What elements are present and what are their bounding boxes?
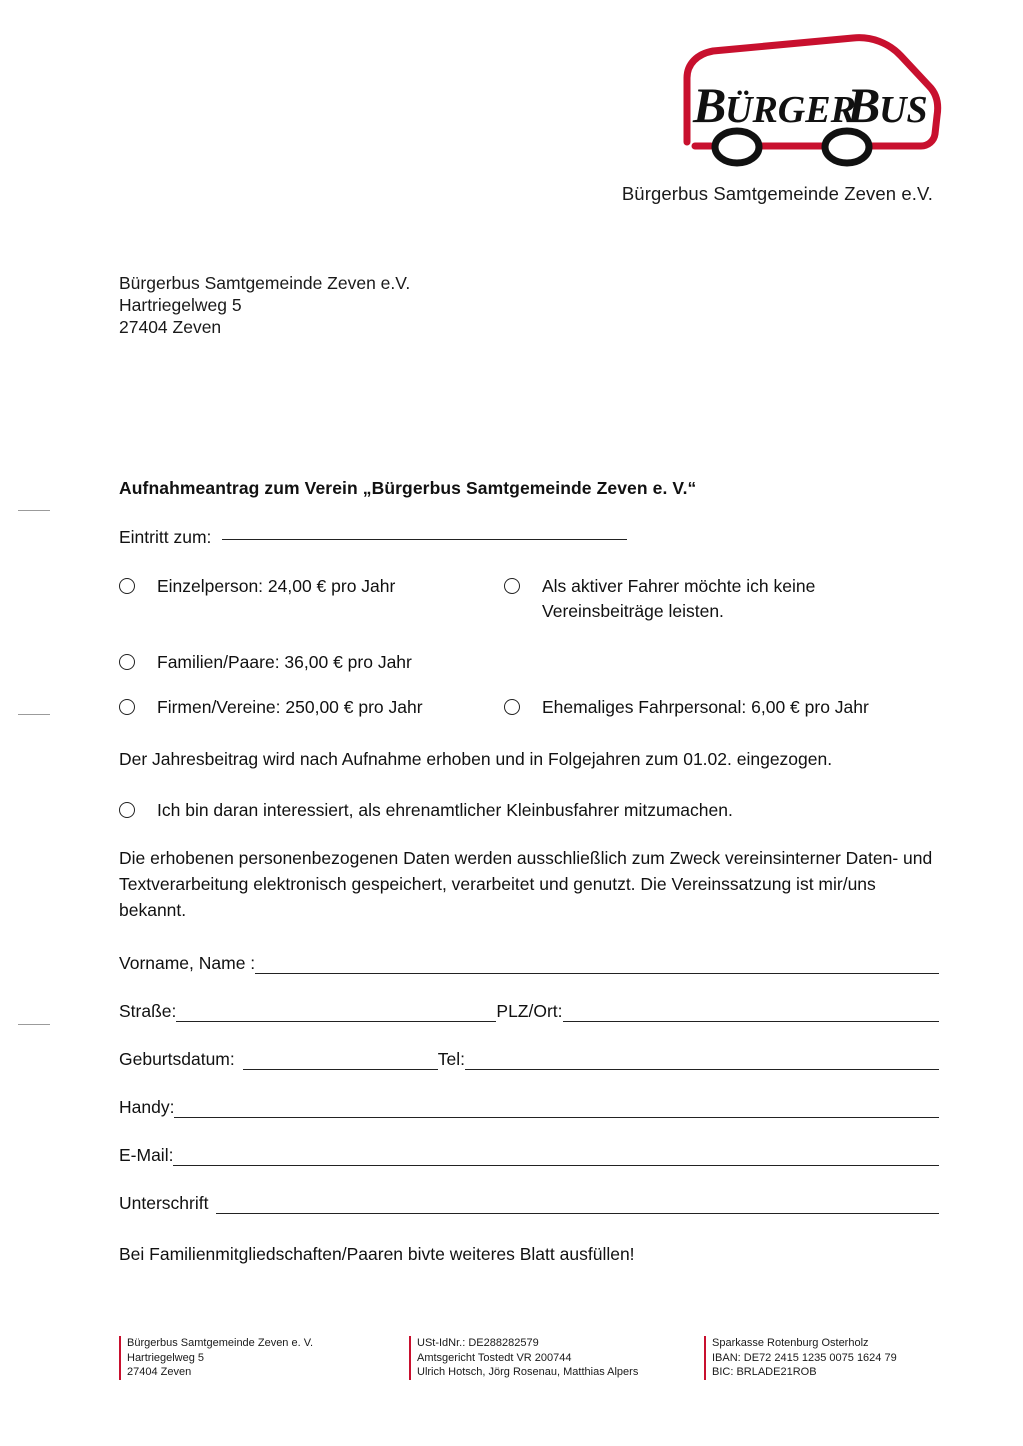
- footer-column-legal: [409, 1336, 704, 1380]
- birthdate-input[interactable]: [243, 1053, 438, 1070]
- street-input[interactable]: [176, 1005, 496, 1022]
- zip-city-input[interactable]: [563, 1005, 939, 1022]
- birthdate-label: Geburtsdatum:: [119, 1049, 235, 1069]
- mobile-input[interactable]: [174, 1101, 939, 1118]
- organization-name: Bürgerbus Samtgemeinde Zeven e.V.: [621, 183, 933, 204]
- footer-text: Bürgerbus Samtgemeinde Zeven e. V.: [127, 1337, 314, 1349]
- street-label: Straße:: [119, 1001, 177, 1021]
- option-label: Firmen/Vereine: 250,00 € pro Jahr: [157, 697, 423, 717]
- fold-mark-middle: [18, 714, 50, 715]
- name-input[interactable]: [255, 957, 939, 974]
- field-row-birth-phone: [119, 1049, 939, 1070]
- option-label: Als aktiver Fahrer möchte ich keine Vereinsbeiträge leisten.: [542, 576, 816, 621]
- field-row-email: [119, 1145, 939, 1166]
- svg-text:B: B: [847, 77, 881, 133]
- footer-text: Amtsgericht Tostedt VR 200744: [417, 1351, 572, 1364]
- radio-icon[interactable]: [504, 699, 520, 715]
- page-title: Aufnahmeantrag zum Verein „Bürgerbus Samtgemeinde Zeven e. V.“: [119, 478, 697, 498]
- footer-text: IBAN: DE72 2415 1235 0075 1624 79: [712, 1351, 897, 1364]
- footer-column-address: [119, 1336, 409, 1380]
- signature-label: Unterschrift: [119, 1193, 209, 1213]
- option-einzelperson[interactable]: [119, 574, 504, 624]
- option-firmen-vereine[interactable]: [119, 695, 504, 720]
- field-row-signature: [119, 1193, 939, 1214]
- footer-text: Sparkasse Rotenburg Osterholz: [712, 1337, 869, 1349]
- zip-city-label: PLZ/Ort:: [496, 1001, 563, 1021]
- field-row-name: [119, 953, 939, 974]
- svg-text:US: US: [879, 89, 928, 131]
- form-body: [119, 478, 939, 1265]
- field-row-street-city: [119, 1001, 939, 1022]
- svg-text:B: B: [693, 77, 727, 133]
- option-row-3: [119, 695, 939, 720]
- footer-text: 27404 Zeven: [127, 1366, 192, 1378]
- sender-line-1: Bürgerbus Samtgemeinde Zeven e.V.: [119, 273, 411, 293]
- sender-address: [119, 272, 410, 338]
- sender-line-3: 27404 Zeven: [119, 317, 222, 337]
- name-label: Vorname, Name :: [119, 953, 256, 973]
- buergerbus-logo: [675, 34, 945, 169]
- footer-column-bank: [704, 1336, 919, 1380]
- mobile-label: Handy:: [119, 1097, 175, 1117]
- page-footer: [119, 1336, 919, 1380]
- sender-line-2: Hartriegelweg 5: [119, 295, 242, 315]
- option-row-2: [119, 650, 939, 675]
- entry-date-label: Eintritt zum:: [119, 527, 212, 547]
- option-label: Ich bin daran interessiert, als ehrenamtlicher Kleinbusfahrer mitzumachen.: [157, 800, 733, 820]
- option-aktiver-fahrer[interactable]: [504, 574, 934, 624]
- form-fields: [119, 953, 939, 1214]
- fold-mark-top: [18, 510, 50, 511]
- option-familien-paare[interactable]: [119, 650, 504, 675]
- footer-text: BIC: BRLADE21ROB: [712, 1366, 817, 1378]
- footer-text: Ulrich Hotsch, Jörg Rosenau, Matthias Alpers: [417, 1366, 639, 1378]
- radio-icon[interactable]: [119, 802, 135, 818]
- closing-note: Bei Familienmitgliedschaften/Paaren bivte weiteres Blatt ausfüllen!: [119, 1244, 635, 1264]
- option-kleinbusfahrer[interactable]: [119, 798, 733, 823]
- option-row-1: [119, 574, 939, 624]
- radio-icon[interactable]: [119, 578, 135, 594]
- option-label: Einzelperson: 24,00 € pro Jahr: [157, 576, 396, 596]
- radio-icon[interactable]: [119, 654, 135, 670]
- radio-icon[interactable]: [504, 578, 520, 594]
- entry-date-input[interactable]: [222, 539, 627, 540]
- footer-text: Hartriegelweg 5: [127, 1351, 205, 1364]
- option-label: Familien/Paare: 36,00 € pro Jahr: [157, 652, 412, 672]
- option-row-4: [119, 798, 939, 823]
- email-label: E-Mail:: [119, 1145, 174, 1165]
- privacy-note: Die erhobenen personenbezogenen Daten werden ausschließlich zum Zweck vereinsinterner Daten- und Textverarbeitung elektronisch gespeichert, verarbeitet und genutzt. Die Vereinssatzung ist mir/uns bekannt.: [119, 848, 933, 920]
- radio-icon[interactable]: [119, 699, 135, 715]
- fold-mark-bottom: [18, 1024, 50, 1025]
- option-ehemaliges-fahrpersonal[interactable]: [504, 695, 934, 720]
- field-row-mobile: [119, 1097, 939, 1118]
- entry-date-row: [119, 527, 939, 548]
- email-input[interactable]: [173, 1149, 939, 1166]
- footer-text: USt-IdNr.: DE288282579: [417, 1337, 539, 1349]
- phone-input[interactable]: [465, 1053, 939, 1070]
- fee-note: Der Jahresbeitrag wird nach Aufnahme erhoben und in Folgejahren zum 01.02. eingezogen.: [119, 749, 833, 769]
- signature-input[interactable]: [216, 1197, 939, 1214]
- phone-label: Tel:: [437, 1049, 465, 1069]
- svg-text:ÜRGER: ÜRGER: [725, 89, 856, 131]
- option-label: Ehemaliges Fahrpersonal: 6,00 € pro Jahr: [542, 697, 869, 717]
